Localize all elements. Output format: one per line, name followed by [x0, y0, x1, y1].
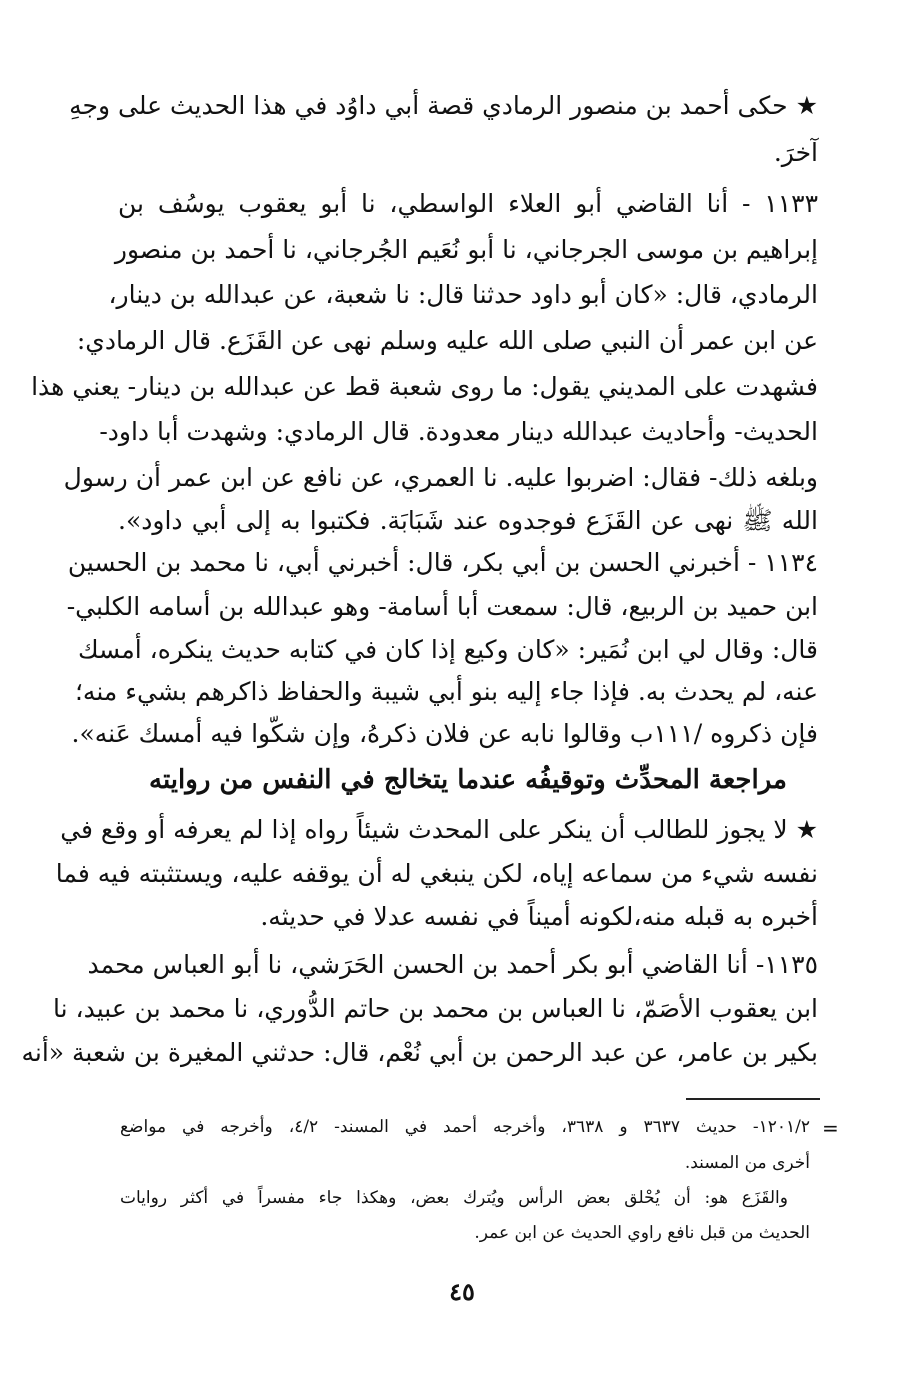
body-line-1: ★ حكى أحمد بن منصور الرمادي قصة أبي داوُد في هذا الحديث على وجهِ: [69, 91, 818, 120]
section-note-line-1: ★ لا يجوز للطالب أن ينكر على المحدث شيئاً رواه إذا لم يعرفه أو وقع في: [60, 815, 818, 844]
section-note-line-2: نفسه شيء من سماعه إياه، لكن ينبغي له أن يوقفه عليه، ويستثبته فيه فما: [55, 859, 818, 888]
hadith-1133-line-5: فشهدت على المديني يقول: ما روى شعبة قط عن عبدالله بن دينار- يعني هذا: [31, 372, 818, 401]
hadith-1133-line-4: عن ابن عمر أن النبي صلى الله عليه وسلم نهى عن القَزَع. قال الرمادي:: [76, 326, 818, 355]
hadith-1133-line-8: الله ﷺ نهى عن القَزَع فوجدوه عند شَبَابَة. فكتبوا به إلى أبي داود».: [118, 506, 818, 535]
footnote-line-3: والقَزَع هو: أن يُحْلق بعض الرأس ويُترك بعض، وهكذا جاء مفسراً في أكثر روايات: [120, 1188, 788, 1208]
hadith-1134-line-2: ابن حميد بن الربيع، قال: سمعت أبا أسامة- وهو عبدالله بن أسامه الكلبي-: [66, 592, 818, 621]
hadith-1134-line-5: فإن ذكروه /١١١ب وقالوا نابه عن فلان ذكرهُ، وإن شكّوا فيه أمسك عَنه».: [71, 719, 818, 748]
hadith-1133-line-6: الحديث- وأحاديث عبدالله دينار معدودة. قال الرمادي: وشهدت أبا داود-: [99, 417, 818, 446]
hadith-1135-line-3: بكير بن عامر، عن عبد الرحمن بن أبي نُعْم، قال: حدثني المغيرة بن شعبة «أنه: [21, 1038, 818, 1067]
hadith-1133-line-2: إبراهيم بن موسى الجرجاني، نا أبو نُعَيم الجُرجاني، نا أحمد بن منصور: [114, 235, 818, 264]
footnote-line-1: ١٢٠١/٢- حديث ٣٦٣٧ و ٣٦٣٨، وأخرجه أحمد في المسند- ٤/٢، وأخرجه في مواضع: [120, 1117, 810, 1137]
hadith-1135-line-2: ابن يعقوب الأصَمّ، نا العباس بن محمد بن حاتم الدُّوري، نا محمد بن عبيد، نا: [53, 994, 818, 1023]
section-note-line-3: أخبره به قبله منه،لكونه أميناً في نفسه عدلا في حديثه.: [260, 902, 818, 931]
hadith-1133-line-3: الرمادي، قال: «كان أبو داود حدثنا قال: نا شعبة، عن عبدالله بن دينار،: [108, 280, 818, 309]
hadith-1134-line-4: عنه، لم يحدث به. فإذا جاء إليه بنو أبي شيبة والحفاظ ذاكرهم بشيء منه؛: [74, 677, 818, 706]
page-number: ٤٥: [449, 1277, 475, 1306]
footnote-separator: [686, 1098, 820, 1100]
hadith-1134-line-1: ١١٣٤ - أخبرني الحسن بن أبي بكر، قال: أخبرني أبي، نا محمد بن الحسين: [67, 548, 818, 577]
section-heading: مراجعة المحدِّث وتوقيفُه عندما يتخالج في النفس من روايته: [149, 765, 787, 795]
footnote-continuation-mark: =: [822, 1116, 839, 1140]
hadith-1133-line-7: وبلغه ذلك- فقال: اضربوا عليه. نا العمري، عن نافع عن ابن عمر أن رسول: [63, 463, 818, 492]
hadith-1134-line-3: قال: وقال لي ابن نُمَير: «كان وكيع إذا كان في كتابه حديث ينكره، أمسك: [77, 635, 818, 664]
body-line-2: آخرَ.: [773, 138, 818, 167]
footnote-line-4: الحديث من قبل نافع راوي الحديث عن ابن عمر.: [474, 1223, 810, 1243]
hadith-1133-line-1: ١١٣٣ - أنا القاضي أبو العلاء الواسطي، نا أبو يعقوب يوسُف بن: [118, 189, 818, 218]
footnote-line-2: أخرى من المسند.: [684, 1153, 810, 1173]
hadith-1135-line-1: ١١٣٥- أنا القاضي أبو بكر أحمد بن الحسن الحَرَشي، نا أبو العباس محمد: [87, 950, 818, 979]
